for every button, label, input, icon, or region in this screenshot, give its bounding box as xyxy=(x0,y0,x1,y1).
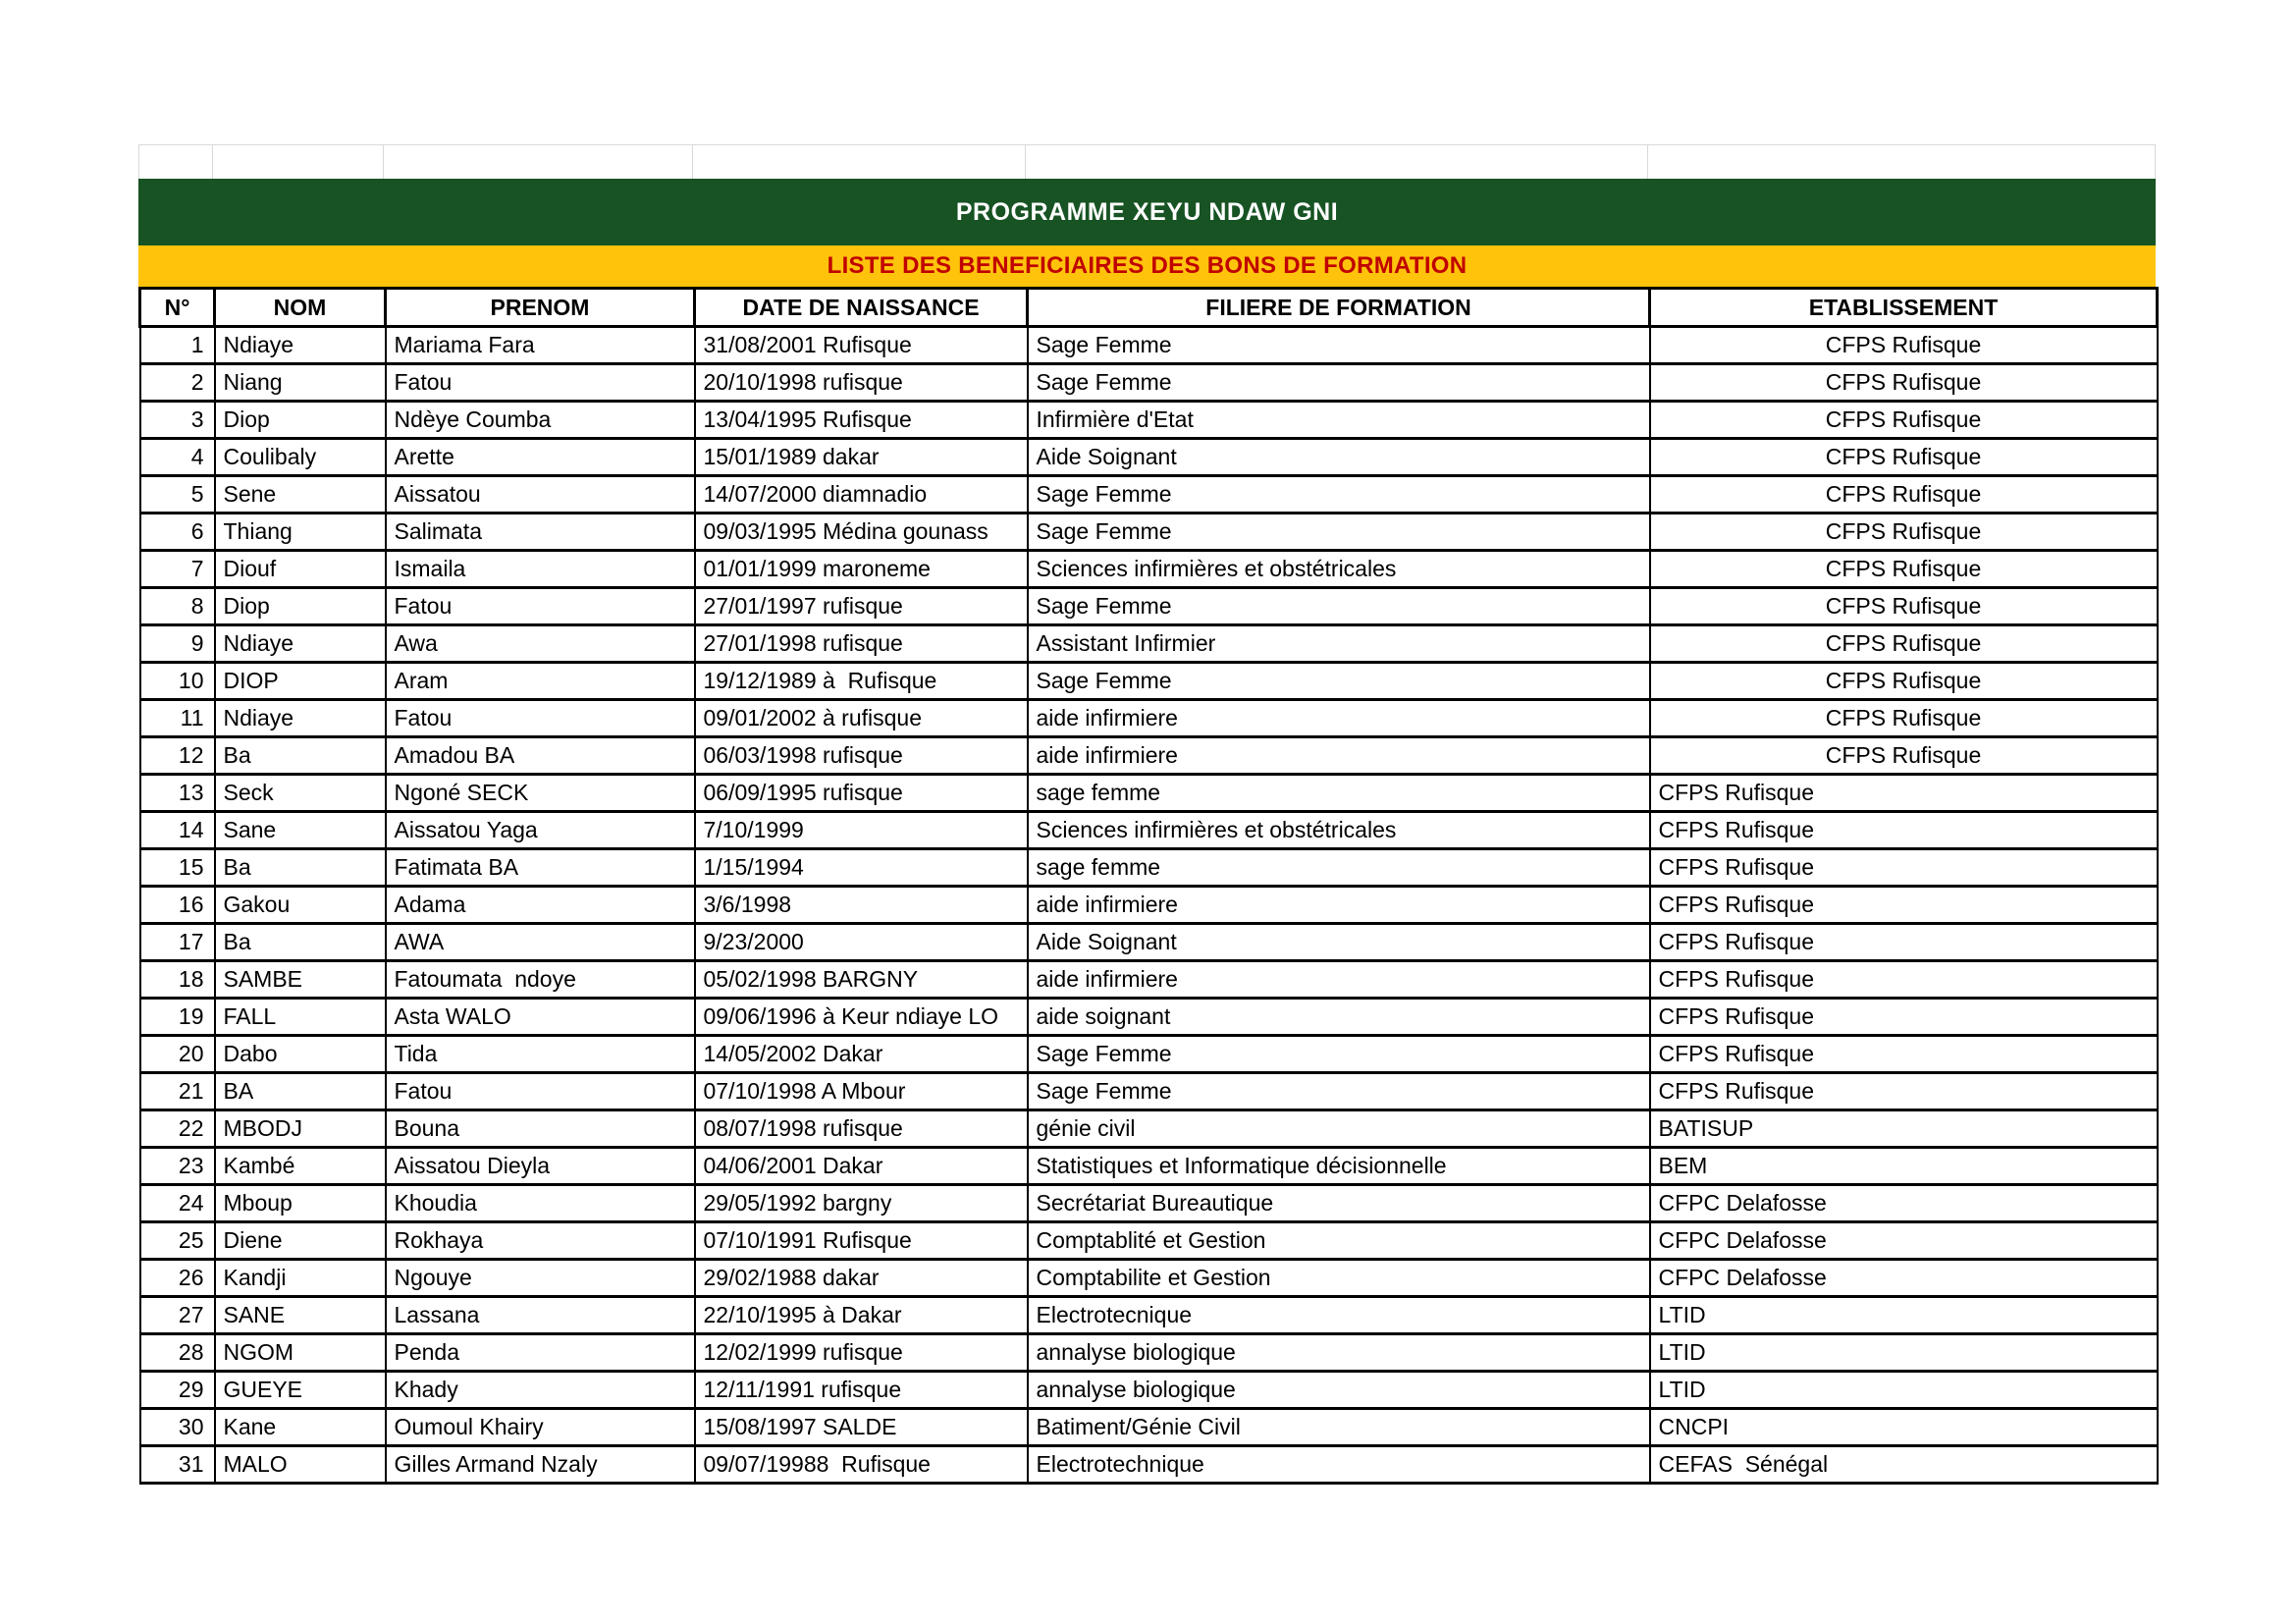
table-header xyxy=(140,289,2158,327)
cell-prenom: Adama xyxy=(386,887,695,924)
cell-date-naissance: 3/6/1998 xyxy=(695,887,1028,924)
empty-grid-cell xyxy=(1026,145,1648,179)
cell-num: 29 xyxy=(140,1372,215,1409)
empty-spreadsheet-row xyxy=(138,144,2156,179)
cell-num: 2 xyxy=(140,364,215,402)
cell-date-naissance: 7/10/1999 xyxy=(695,812,1028,849)
table-row xyxy=(140,961,2158,999)
cell-num: 27 xyxy=(140,1297,215,1334)
table-row xyxy=(140,1185,2158,1222)
cell-prenom: Fatimata BA xyxy=(386,849,695,887)
cell-date-naissance: 9/23/2000 xyxy=(695,924,1028,961)
table-row xyxy=(140,327,2158,364)
cell-num: 7 xyxy=(140,551,215,588)
cell-prenom: Fatou xyxy=(386,1073,695,1110)
program-title-banner xyxy=(138,179,2156,245)
cell-prenom: Ndèye Coumba xyxy=(386,402,695,439)
cell-nom: Ndiaye xyxy=(215,700,386,737)
cell-date-naissance: 29/02/1988 dakar xyxy=(695,1260,1028,1297)
cell-filiere: Aide Soignant xyxy=(1028,924,1650,961)
cell-num: 13 xyxy=(140,775,215,812)
cell-etablissement: CFPS Rufisque xyxy=(1650,1073,2158,1110)
cell-nom: Kane xyxy=(215,1409,386,1446)
cell-nom: Dabo xyxy=(215,1036,386,1073)
cell-nom: Sene xyxy=(215,476,386,514)
cell-filiere: Batiment/Génie Civil xyxy=(1028,1409,1650,1446)
header-etablissement: ETABLISSEMENT xyxy=(1650,289,2158,327)
cell-filiere: aide infirmiere xyxy=(1028,961,1650,999)
header-num: N° xyxy=(140,289,215,327)
cell-filiere: Aide Soignant xyxy=(1028,439,1650,476)
cell-date-naissance: 31/08/2001 Rufisque xyxy=(695,327,1028,364)
table-row xyxy=(140,1073,2158,1110)
header-prenom: PRENOM xyxy=(386,289,695,327)
cell-date-naissance: 09/06/1996 à Keur ndiaye LO xyxy=(695,999,1028,1036)
table-row xyxy=(140,700,2158,737)
cell-etablissement: CFPS Rufisque xyxy=(1650,887,2158,924)
cell-num: 5 xyxy=(140,476,215,514)
cell-etablissement: CFPS Rufisque xyxy=(1650,364,2158,402)
table-header-row xyxy=(140,289,2158,327)
cell-nom: Niang xyxy=(215,364,386,402)
cell-date-naissance: 09/03/1995 Médina gounass xyxy=(695,514,1028,551)
cell-filiere: Sage Femme xyxy=(1028,514,1650,551)
cell-num: 24 xyxy=(140,1185,215,1222)
cell-prenom: Gilles Armand Nzaly xyxy=(386,1446,695,1484)
table-row xyxy=(140,514,2158,551)
cell-num: 16 xyxy=(140,887,215,924)
cell-etablissement: CFPS Rufisque xyxy=(1650,402,2158,439)
cell-nom: GUEYE xyxy=(215,1372,386,1409)
cell-date-naissance: 19/12/1989 à Rufisque xyxy=(695,663,1028,700)
cell-prenom: Aissatou Dieyla xyxy=(386,1148,695,1185)
cell-date-naissance: 14/05/2002 Dakar xyxy=(695,1036,1028,1073)
cell-etablissement: CFPS Rufisque xyxy=(1650,700,2158,737)
cell-date-naissance: 13/04/1995 Rufisque xyxy=(695,402,1028,439)
cell-etablissement: CFPS Rufisque xyxy=(1650,999,2158,1036)
cell-num: 6 xyxy=(140,514,215,551)
cell-etablissement: CFPS Rufisque xyxy=(1650,514,2158,551)
cell-nom: NGOM xyxy=(215,1334,386,1372)
cell-filiere: génie civil xyxy=(1028,1110,1650,1148)
cell-prenom: Fatou xyxy=(386,700,695,737)
cell-filiere: Sage Femme xyxy=(1028,1073,1650,1110)
empty-grid-cell xyxy=(213,145,384,179)
cell-num: 3 xyxy=(140,402,215,439)
cell-etablissement: CFPC Delafosse xyxy=(1650,1260,2158,1297)
table-row xyxy=(140,737,2158,775)
cell-prenom: AWA xyxy=(386,924,695,961)
cell-filiere: sage femme xyxy=(1028,849,1650,887)
cell-filiere: Sage Femme xyxy=(1028,364,1650,402)
cell-num: 23 xyxy=(140,1148,215,1185)
cell-num: 14 xyxy=(140,812,215,849)
cell-nom: Seck xyxy=(215,775,386,812)
cell-nom: SAMBE xyxy=(215,961,386,999)
cell-num: 8 xyxy=(140,588,215,625)
cell-etablissement: CFPS Rufisque xyxy=(1650,737,2158,775)
cell-num: 4 xyxy=(140,439,215,476)
cell-nom: Gakou xyxy=(215,887,386,924)
cell-prenom: Penda xyxy=(386,1334,695,1372)
cell-date-naissance: 06/09/1995 rufisque xyxy=(695,775,1028,812)
cell-etablissement: LTID xyxy=(1650,1372,2158,1409)
cell-num: 19 xyxy=(140,999,215,1036)
cell-num: 20 xyxy=(140,1036,215,1073)
cell-etablissement: CFPS Rufisque xyxy=(1650,439,2158,476)
cell-filiere: Sage Femme xyxy=(1028,476,1650,514)
cell-date-naissance: 27/01/1998 rufisque xyxy=(695,625,1028,663)
cell-etablissement: CFPS Rufisque xyxy=(1650,924,2158,961)
cell-nom: SANE xyxy=(215,1297,386,1334)
cell-nom: Ndiaye xyxy=(215,625,386,663)
table-row xyxy=(140,663,2158,700)
header-filiere: FILIERE DE FORMATION xyxy=(1028,289,1650,327)
cell-num: 21 xyxy=(140,1073,215,1110)
cell-num: 28 xyxy=(140,1334,215,1372)
cell-prenom: Arette xyxy=(386,439,695,476)
cell-nom: Thiang xyxy=(215,514,386,551)
empty-grid-cell xyxy=(384,145,693,179)
cell-num: 9 xyxy=(140,625,215,663)
cell-nom: MBODJ xyxy=(215,1110,386,1148)
cell-nom: Diouf xyxy=(215,551,386,588)
cell-filiere: Comptabilite et Gestion xyxy=(1028,1260,1650,1297)
cell-num: 1 xyxy=(140,327,215,364)
cell-nom: Diop xyxy=(215,402,386,439)
table-row xyxy=(140,588,2158,625)
cell-etablissement: CFPC Delafosse xyxy=(1650,1222,2158,1260)
cell-prenom: Ngouye xyxy=(386,1260,695,1297)
cell-filiere: aide infirmiere xyxy=(1028,737,1650,775)
cell-prenom: Khoudia xyxy=(386,1185,695,1222)
cell-nom: Coulibaly xyxy=(215,439,386,476)
cell-date-naissance: 12/11/1991 rufisque xyxy=(695,1372,1028,1409)
cell-filiere: Electrotecnique xyxy=(1028,1297,1650,1334)
cell-etablissement: LTID xyxy=(1650,1297,2158,1334)
cell-filiere: Sciences infirmières et obstétricales xyxy=(1028,551,1650,588)
cell-filiere: Sage Femme xyxy=(1028,663,1650,700)
cell-nom: Ba xyxy=(215,924,386,961)
cell-nom: Sane xyxy=(215,812,386,849)
table-row xyxy=(140,1036,2158,1073)
empty-grid-cell xyxy=(1648,145,2156,179)
cell-filiere: sage femme xyxy=(1028,775,1650,812)
table-row xyxy=(140,551,2158,588)
cell-prenom: Rokhaya xyxy=(386,1222,695,1260)
table-row xyxy=(140,924,2158,961)
cell-etablissement: CFPC Delafosse xyxy=(1650,1185,2158,1222)
table-row xyxy=(140,439,2158,476)
cell-date-naissance: 15/01/1989 dakar xyxy=(695,439,1028,476)
cell-date-naissance: 20/10/1998 rufisque xyxy=(695,364,1028,402)
cell-date-naissance: 04/06/2001 Dakar xyxy=(695,1148,1028,1185)
cell-etablissement: BEM xyxy=(1650,1148,2158,1185)
cell-prenom: Amadou BA xyxy=(386,737,695,775)
cell-etablissement: CFPS Rufisque xyxy=(1650,625,2158,663)
cell-date-naissance: 06/03/1998 rufisque xyxy=(695,737,1028,775)
beneficiaries-table xyxy=(138,287,2159,1485)
table-row xyxy=(140,1297,2158,1334)
empty-grid-cell xyxy=(138,145,213,179)
cell-nom: BA xyxy=(215,1073,386,1110)
cell-filiere: Sage Femme xyxy=(1028,1036,1650,1073)
cell-prenom: Khady xyxy=(386,1372,695,1409)
cell-num: 17 xyxy=(140,924,215,961)
cell-prenom: Awa xyxy=(386,625,695,663)
cell-date-naissance: 14/07/2000 diamnadio xyxy=(695,476,1028,514)
cell-etablissement: CFPS Rufisque xyxy=(1650,849,2158,887)
cell-date-naissance: 22/10/1995 à Dakar xyxy=(695,1297,1028,1334)
cell-prenom: Fatoumata ndoye xyxy=(386,961,695,999)
table-row xyxy=(140,1260,2158,1297)
table-row xyxy=(140,1334,2158,1372)
cell-date-naissance: 12/02/1999 rufisque xyxy=(695,1334,1028,1372)
cell-filiere: Secrétariat Bureautique xyxy=(1028,1185,1650,1222)
table-row xyxy=(140,1222,2158,1260)
header-nom: NOM xyxy=(215,289,386,327)
cell-prenom: Aissatou xyxy=(386,476,695,514)
header-date-naissance: DATE DE NAISSANCE xyxy=(695,289,1028,327)
cell-date-naissance: 1/15/1994 xyxy=(695,849,1028,887)
cell-filiere: Sage Femme xyxy=(1028,588,1650,625)
table-row xyxy=(140,812,2158,849)
cell-filiere: Statistiques et Informatique décisionnelle xyxy=(1028,1148,1650,1185)
cell-nom: Ndiaye xyxy=(215,327,386,364)
cell-date-naissance: 07/10/1991 Rufisque xyxy=(695,1222,1028,1260)
table-row xyxy=(140,1446,2158,1484)
cell-prenom: Aissatou Yaga xyxy=(386,812,695,849)
table-row xyxy=(140,1372,2158,1409)
table-row xyxy=(140,1409,2158,1446)
cell-nom: Ba xyxy=(215,737,386,775)
cell-prenom: Ngoné SECK xyxy=(386,775,695,812)
cell-num: 11 xyxy=(140,700,215,737)
cell-date-naissance: 15/08/1997 SALDE xyxy=(695,1409,1028,1446)
cell-etablissement: CFPS Rufisque xyxy=(1650,327,2158,364)
cell-filiere: Sage Femme xyxy=(1028,327,1650,364)
cell-nom: FALL xyxy=(215,999,386,1036)
cell-prenom: Fatou xyxy=(386,364,695,402)
cell-etablissement: CFPS Rufisque xyxy=(1650,812,2158,849)
cell-num: 25 xyxy=(140,1222,215,1260)
cell-filiere: Electrotechnique xyxy=(1028,1446,1650,1484)
cell-prenom: Asta WALO xyxy=(386,999,695,1036)
cell-date-naissance: 08/07/1998 rufisque xyxy=(695,1110,1028,1148)
cell-num: 31 xyxy=(140,1446,215,1484)
cell-nom: Mboup xyxy=(215,1185,386,1222)
cell-num: 18 xyxy=(140,961,215,999)
cell-etablissement: BATISUP xyxy=(1650,1110,2158,1148)
cell-num: 10 xyxy=(140,663,215,700)
table-row xyxy=(140,887,2158,924)
table-row xyxy=(140,999,2158,1036)
program-title: PROGRAMME XEYU NDAW GNI xyxy=(955,197,1339,226)
cell-nom: Kandji xyxy=(215,1260,386,1297)
cell-num: 15 xyxy=(140,849,215,887)
cell-prenom: Salimata xyxy=(386,514,695,551)
cell-date-naissance: 09/01/2002 à rufisque xyxy=(695,700,1028,737)
cell-filiere: Comptablité et Gestion xyxy=(1028,1222,1650,1260)
cell-etablissement: LTID xyxy=(1650,1334,2158,1372)
table-row xyxy=(140,1110,2158,1148)
cell-nom: MALO xyxy=(215,1446,386,1484)
cell-etablissement: CFPS Rufisque xyxy=(1650,663,2158,700)
cell-date-naissance: 05/02/1998 BARGNY xyxy=(695,961,1028,999)
cell-nom: Diop xyxy=(215,588,386,625)
cell-prenom: Fatou xyxy=(386,588,695,625)
cell-etablissement: CFPS Rufisque xyxy=(1650,476,2158,514)
cell-etablissement: CFPS Rufisque xyxy=(1650,775,2158,812)
cell-filiere: annalyse biologique xyxy=(1028,1372,1650,1409)
cell-etablissement: CFPS Rufisque xyxy=(1650,961,2158,999)
list-title-banner xyxy=(138,245,2156,287)
table-row xyxy=(140,849,2158,887)
cell-filiere: Infirmière d'Etat xyxy=(1028,402,1650,439)
cell-etablissement: CNCPI xyxy=(1650,1409,2158,1446)
cell-prenom: Tida xyxy=(386,1036,695,1073)
cell-etablissement: CEFAS Sénégal xyxy=(1650,1446,2158,1484)
cell-prenom: Ismaila xyxy=(386,551,695,588)
list-title: LISTE DES BENEFICIAIRES DES BONS DE FORMATION xyxy=(827,252,1468,279)
cell-nom: Diene xyxy=(215,1222,386,1260)
table-row xyxy=(140,476,2158,514)
cell-prenom: Mariama Fara xyxy=(386,327,695,364)
cell-date-naissance: 09/07/19988 Rufisque xyxy=(695,1446,1028,1484)
cell-nom: Ba xyxy=(215,849,386,887)
cell-etablissement: CFPS Rufisque xyxy=(1650,1036,2158,1073)
cell-filiere: Sciences infirmières et obstétricales xyxy=(1028,812,1650,849)
cell-etablissement: CFPS Rufisque xyxy=(1650,551,2158,588)
cell-nom: Kambé xyxy=(215,1148,386,1185)
table-row xyxy=(140,625,2158,663)
empty-grid-cell xyxy=(693,145,1026,179)
table-row xyxy=(140,1148,2158,1185)
cell-num: 12 xyxy=(140,737,215,775)
table-row xyxy=(140,775,2158,812)
cell-prenom: Aram xyxy=(386,663,695,700)
cell-filiere: aide infirmiere xyxy=(1028,887,1650,924)
cell-num: 30 xyxy=(140,1409,215,1446)
cell-etablissement: CFPS Rufisque xyxy=(1650,588,2158,625)
cell-date-naissance: 07/10/1998 A Mbour xyxy=(695,1073,1028,1110)
cell-filiere: Assistant Infirmier xyxy=(1028,625,1650,663)
cell-prenom: Lassana xyxy=(386,1297,695,1334)
table-row xyxy=(140,364,2158,402)
cell-nom: DIOP xyxy=(215,663,386,700)
cell-num: 22 xyxy=(140,1110,215,1148)
cell-date-naissance: 29/05/1992 bargny xyxy=(695,1185,1028,1222)
table-row xyxy=(140,402,2158,439)
table-body xyxy=(140,327,2158,1484)
cell-date-naissance: 27/01/1997 rufisque xyxy=(695,588,1028,625)
cell-filiere: annalyse biologique xyxy=(1028,1334,1650,1372)
cell-num: 26 xyxy=(140,1260,215,1297)
cell-date-naissance: 01/01/1999 maroneme xyxy=(695,551,1028,588)
cell-filiere: aide infirmiere xyxy=(1028,700,1650,737)
cell-prenom: Oumoul Khairy xyxy=(386,1409,695,1446)
cell-prenom: Bouna xyxy=(386,1110,695,1148)
cell-filiere: aide soignant xyxy=(1028,999,1650,1036)
